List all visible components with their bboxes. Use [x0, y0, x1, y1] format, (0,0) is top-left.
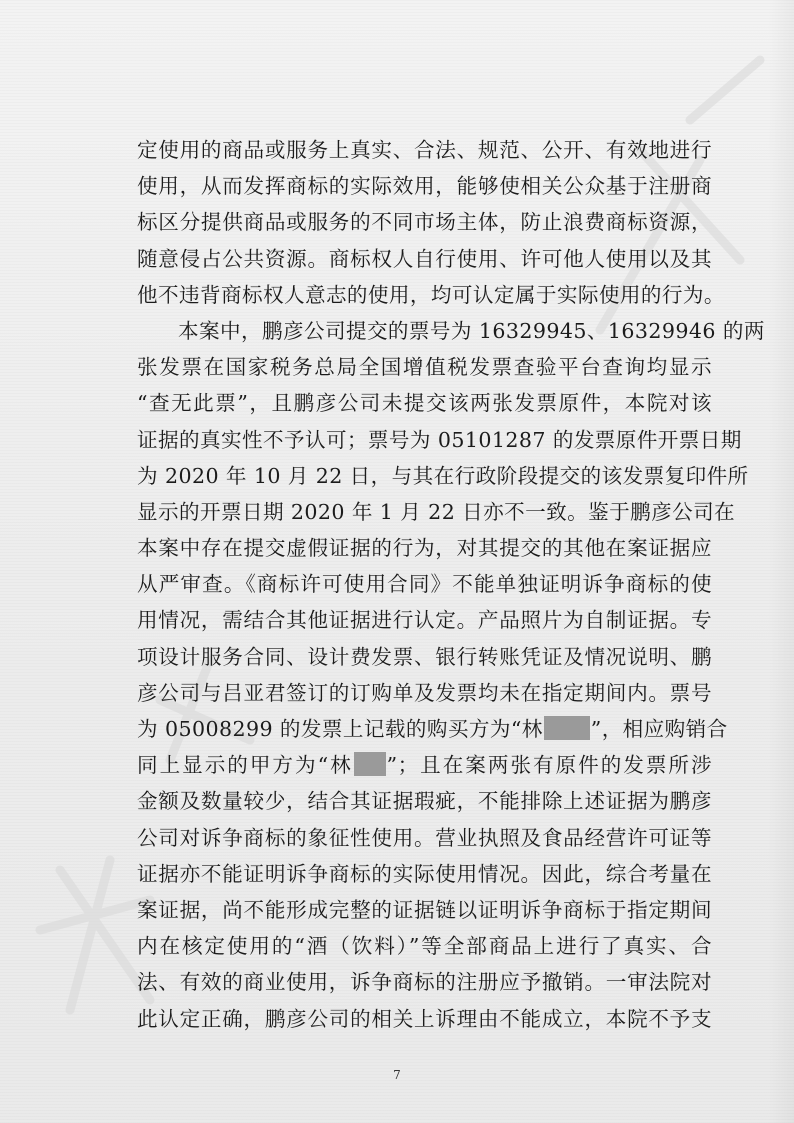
text-line: 他不违背商标权人意志的使用，均可认定属于实际使用的行为。 — [137, 282, 725, 307]
line-segment: ”，相应购销合 — [590, 717, 728, 741]
line-segment: ”；且在案两张有原件的发票所涉 — [386, 753, 713, 778]
text-line: 为 2020 年 10 月 22 日，与其在行政阶段提交的该发票复印件所 — [137, 463, 749, 488]
text-line: 项设计服务合同、设计费发票、银行转账凭证及情况说明、鹏 — [137, 644, 712, 669]
line-segment: 为 05008299 的发票上记载的购买方为“林 — [137, 717, 543, 741]
text-line: 用情况，需结合其他证据进行认定。产品照片为自制证据。专 — [137, 608, 712, 633]
text-line: 显示的开票日期 2020 年 1 月 22 日亦不一致。鉴于鹏彦公司在 — [137, 499, 736, 524]
text-line: 彦公司与吕亚君签订的订购单及发票均未在指定期间内。票号 — [137, 680, 712, 705]
text-line: 定使用的商品或服务上真实、合法、规范、公开、有效地进行 — [137, 138, 712, 162]
text-line: 案证据，尚不能形成完整的证据链以证明诉争商标于指定期间 — [137, 897, 712, 922]
text-line: 此认定正确，鹏彦公司的相关上诉理由不能成立，本院不予支 — [137, 1006, 712, 1031]
body-text — [137, 132, 765, 1037]
text-line: 证据亦不能证明诉争商标的实际使用情况。因此，综合考量在 — [137, 861, 712, 886]
text-line: 使用，从而发挥商标的实际效用，能够使相关公众基于注册商 — [137, 174, 712, 199]
text-line: “查无此票”，且鹏彦公司未提交该两张发票原件，本院对该 — [137, 391, 712, 416]
text-line: 从严审查。《商标许可使用合同》不能单独证明诉争商标的使 — [137, 572, 712, 597]
text-line-with-redaction — [137, 747, 712, 783]
line-segment: 同上显示的甲方为“林 — [137, 753, 353, 778]
text-line-with-redaction — [137, 711, 728, 747]
text-line: 内在核定使用的“酒（饮料）”等全部商品上进行了真实、合 — [137, 934, 712, 959]
text-line: 标区分提供商品或服务的不同市场主体，防止浪费商标资源， — [137, 210, 712, 235]
text-line: 本案中存在提交虚假证据的行为，对其提交的其他在案证据应 — [137, 536, 712, 561]
text-line: 张发票在国家税务总局全国增值税发票查验平台查询均显示 — [137, 355, 712, 380]
text-line: 随意侵占公共资源。商标权人自行使用、许可他人使用以及其 — [137, 246, 712, 271]
redaction-block — [544, 716, 590, 740]
text-line: 法、有效的商业使用，诉争商标的注册应予撤销。一审法院对 — [137, 970, 712, 995]
text-line: 金额及数量较少，结合其证据瑕疵，不能排除上述证据为鹏彦 — [137, 789, 712, 814]
redaction-block — [354, 752, 386, 776]
page-number: 7 — [393, 1068, 401, 1082]
text-line: 公司对诉争商标的象征性使用。营业执照及食品经营许可证等 — [137, 825, 712, 850]
page-edge-shadow — [768, 0, 794, 1123]
paragraph-start-line: 本案中，鹏彦公司提交的票号为 16329945、16329946 的两 — [178, 318, 765, 343]
text-line: 证据的真实性不予认可；票号为 05101287 的发票原件开票日期 — [137, 427, 742, 452]
